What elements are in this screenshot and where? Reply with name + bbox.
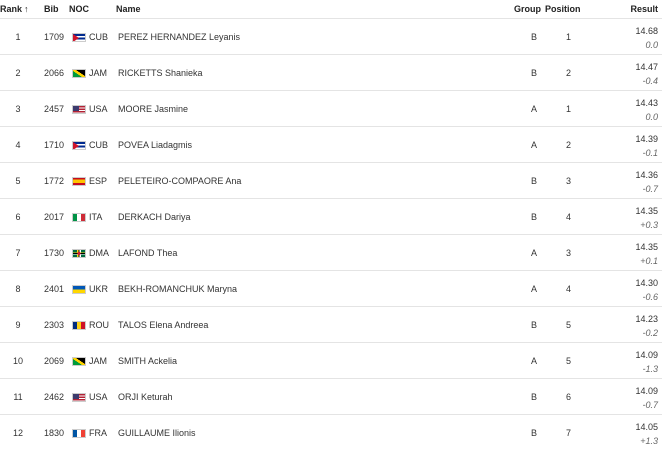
result-cell: 14.23 [635,314,658,324]
athlete-name-cell[interactable]: TALOS Elena Andreea [118,320,209,330]
group-cell: B [531,32,538,42]
wind-cell: +1.3 [640,436,658,446]
group-column-header: Group [514,4,541,14]
rank-cell: 4 [15,140,21,150]
position-cell: 2 [566,68,572,78]
noc-cell: USA [89,392,108,402]
wind-cell: +0.1 [640,256,658,266]
athlete-name-cell[interactable]: PELETEIRO-COMPAORE Ana [118,176,242,186]
rank-cell: 5 [15,176,21,186]
position-cell: 4 [566,212,572,222]
bib-cell: 2462 [44,392,65,402]
position-cell: 5 [566,320,572,330]
position-cell: 6 [566,392,572,402]
wind-cell: -0.2 [642,328,658,338]
rank-cell: 8 [15,284,21,294]
spain-flag-icon [72,177,86,186]
noc-cell: ITA [89,212,103,222]
rank-cell: 3 [15,104,21,114]
table-row [0,414,662,450]
noc-cell: UKR [89,284,109,294]
result-cell: 14.30 [635,278,658,288]
table-row [0,306,662,342]
wind-cell: -0.6 [642,292,658,302]
wind-cell: 0.0 [645,112,658,122]
noc-cell: CUB [89,32,109,42]
position-cell: 4 [566,284,572,294]
group-cell: B [531,392,538,402]
bib-cell: 1730 [44,248,65,258]
bib-cell: 2401 [44,284,65,294]
table-row [0,126,662,162]
table-row [0,270,662,306]
group-cell: A [531,248,538,258]
italy-flag-icon [72,213,86,222]
result-cell: 14.05 [635,422,658,432]
wind-cell: 0.0 [645,40,658,50]
rank-cell: 11 [13,392,23,402]
result-cell: 14.36 [635,170,658,180]
table-row [0,162,662,198]
dominica-flag-icon [72,249,86,258]
bib-cell: 2069 [44,356,65,366]
rank-cell: 2 [15,68,21,78]
result-cell: 14.68 [635,26,658,36]
rank-cell: 7 [15,248,21,258]
bib-cell: 1709 [44,32,65,42]
noc-cell: CUB [89,140,109,150]
cuba-flag-icon [72,141,86,150]
group-cell: B [531,212,538,222]
table-row [0,198,662,234]
athlete-name-cell[interactable]: GUILLAUME Ilionis [118,428,196,438]
table-row [0,90,662,126]
rank-cell: 10 [12,356,23,366]
cuba-flag-icon [72,33,86,42]
athlete-name-cell[interactable]: POVEA Liadagmis [118,140,193,150]
noc-cell: FRA [89,428,107,438]
table-row [0,234,662,270]
athlete-name-cell[interactable]: PEREZ HERNANDEZ Leyanis [118,32,241,42]
result-cell: 14.39 [635,134,658,144]
table-row [0,18,662,54]
table-row [0,378,662,414]
bib-cell: 2066 [44,68,65,78]
athlete-name-cell[interactable]: MOORE Jasmine [118,104,189,114]
noc-cell: JAM [89,356,107,366]
group-cell: B [531,320,538,330]
position-cell: 7 [566,428,572,438]
result-column-header: Result [630,4,658,14]
athlete-name-cell[interactable]: DERKACH Dariya [118,212,191,222]
noc-cell: USA [89,104,108,114]
rank-cell: 9 [15,320,21,330]
athlete-name-cell[interactable]: LAFOND Thea [118,248,178,258]
result-cell: 14.47 [635,62,658,72]
position-cell: 1 [566,104,572,114]
rank-cell: 12 [12,428,23,438]
result-cell: 14.43 [635,98,658,108]
noc-cell: DMA [89,248,109,258]
table-row [0,54,662,90]
bib-cell: 1830 [44,428,65,438]
jamaica-flag-icon [72,357,86,366]
group-cell: B [531,176,538,186]
wind-cell: -1.3 [642,364,658,374]
result-cell: 14.09 [635,386,658,396]
athlete-name-cell[interactable]: RICKETTS Shanieka [118,68,203,78]
noc-cell: ROU [89,320,109,330]
position-cell: 3 [566,248,572,258]
romania-flag-icon [72,321,86,330]
wind-cell: -0.1 [642,148,658,158]
jamaica-flag-icon [72,69,86,78]
table-header [0,0,662,18]
bib-cell: 1772 [44,176,65,186]
bib-column-header: Bib [44,4,59,14]
group-cell: B [531,68,538,78]
group-cell: B [531,428,538,438]
wind-cell: -0.4 [642,76,658,86]
bib-cell: 1710 [44,140,65,150]
usa-flag-icon [72,393,86,402]
bib-cell: 2457 [44,104,65,114]
rank-header-label: Rank [0,4,23,14]
group-cell: A [531,140,538,150]
wind-cell: +0.3 [640,220,658,230]
bib-cell: 2303 [44,320,65,330]
result-cell: 14.35 [635,242,658,252]
wind-cell: -0.7 [642,400,658,410]
position-cell: 1 [566,32,572,42]
athlete-name-cell[interactable]: BEKH-ROMANCHUK Maryna [118,284,238,294]
result-cell: 14.09 [635,350,658,360]
rank-cell: 6 [15,212,21,222]
bib-cell: 2017 [44,212,65,222]
sort-ascending-icon[interactable]: ↑ [24,4,29,14]
group-cell: A [531,284,538,294]
group-cell: A [531,104,538,114]
group-cell: A [531,356,538,366]
position-cell: 3 [566,176,572,186]
athlete-name-cell[interactable]: SMITH Ackelia [118,356,178,366]
france-flag-icon [72,429,86,438]
table-row [0,342,662,378]
position-column-header: Position [545,4,581,14]
noc-column-header: NOC [69,4,89,14]
position-cell: 5 [566,356,572,366]
ukraine-flag-icon [72,285,86,294]
rank-cell: 1 [15,32,21,42]
noc-cell: ESP [89,176,108,186]
result-cell: 14.35 [635,206,658,216]
position-cell: 2 [566,140,572,150]
name-column-header: Name [116,4,141,14]
wind-cell: -0.7 [642,184,658,194]
noc-cell: JAM [89,68,107,78]
usa-flag-icon [72,105,86,114]
athlete-name-cell[interactable]: ORJI Keturah [118,392,173,402]
rank-column-header[interactable] [0,4,29,14]
